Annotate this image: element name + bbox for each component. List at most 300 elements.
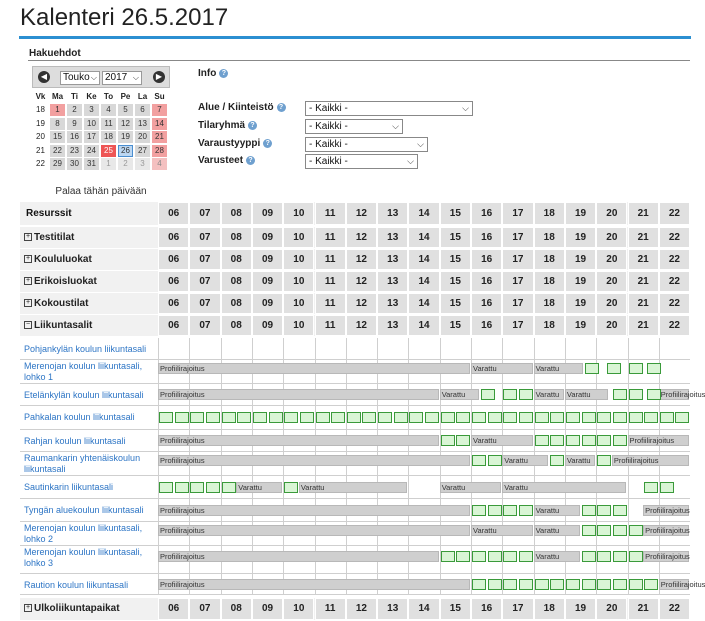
hour-cell: 13	[377, 271, 408, 292]
filter-label	[198, 102, 286, 113]
free-slot[interactable]	[629, 412, 643, 423]
free-slot[interactable]	[441, 551, 455, 562]
resource-name[interactable]: Tyngän aluekoulun liikuntasali	[24, 505, 144, 515]
free-slot[interactable]	[175, 482, 189, 493]
month-select[interactable]	[60, 71, 100, 85]
hour-cell: 21	[628, 315, 659, 336]
reserved-block[interactable]: Varattu	[471, 525, 533, 536]
hour-cell: 22	[659, 227, 690, 248]
expand-icon[interactable]: +	[25, 604, 31, 612]
calendar-day[interactable]: 27	[135, 145, 151, 157]
help-icon[interactable]: ?	[277, 103, 286, 112]
calendar-day[interactable]: 29	[50, 158, 66, 170]
calendar-day[interactable]: 1	[50, 104, 66, 116]
reserved-block[interactable]: Varattu	[565, 389, 608, 400]
reserved-block[interactable]: Varattu	[502, 455, 548, 466]
resource-name[interactable]: Etelänkylän koulun liikuntasali	[24, 390, 144, 400]
filter-select[interactable]	[305, 154, 418, 169]
free-slot[interactable]	[629, 579, 643, 590]
filter-select-value: - Kaikki -	[309, 103, 348, 114]
calendar-day[interactable]: 3	[135, 158, 151, 170]
hour-cell: 18	[534, 249, 565, 270]
hour-cell: 10	[283, 315, 314, 336]
free-slot[interactable]	[582, 579, 596, 590]
hour-cell: 16	[471, 315, 502, 336]
restriction-block[interactable]: Profiilirajoitus	[158, 455, 470, 466]
resources-header: Resurssit	[26, 208, 72, 219]
calendar-day[interactable]: 30	[67, 158, 83, 170]
free-slot[interactable]	[647, 389, 661, 400]
hour-cell: 22	[659, 271, 690, 292]
hour-cell: 19	[565, 598, 596, 620]
group-label-g3[interactable]	[24, 298, 88, 309]
free-slot[interactable]	[660, 412, 674, 423]
free-slot[interactable]	[550, 579, 564, 590]
free-slot[interactable]	[566, 435, 580, 446]
free-slot[interactable]	[629, 363, 643, 374]
col-divider	[565, 338, 566, 359]
hour-cell: 21	[628, 293, 659, 314]
free-slot[interactable]	[629, 389, 643, 400]
hour-cell: 21	[628, 598, 659, 620]
reserved-block[interactable]: Varattu	[502, 482, 626, 493]
calendar-day[interactable]: 31	[84, 158, 100, 170]
restriction-block[interactable]: Profiilirajoitus	[645, 526, 690, 535]
free-slot[interactable]	[284, 412, 298, 423]
calendar-day[interactable]: 17	[84, 131, 100, 143]
free-slot[interactable]	[362, 412, 376, 423]
calendar-day[interactable]: 11	[101, 118, 117, 130]
col-divider	[596, 338, 597, 359]
hour-cell: 09	[252, 293, 283, 314]
free-slot[interactable]	[550, 435, 564, 446]
free-slot[interactable]	[644, 482, 658, 493]
free-slot[interactable]	[206, 482, 220, 493]
free-slot[interactable]	[582, 551, 596, 562]
row-divider	[20, 383, 690, 384]
free-slot[interactable]	[472, 455, 486, 466]
restriction-block[interactable]: Profiilirajoitus	[158, 435, 439, 446]
hour-cell: 13	[377, 202, 408, 225]
reserved-block[interactable]: Varattu	[534, 505, 580, 516]
free-slot[interactable]	[519, 412, 533, 423]
day-header: Ke	[86, 91, 97, 101]
hour-cell: 20	[596, 293, 627, 314]
hour-cell: 17	[502, 271, 533, 292]
help-icon[interactable]: ?	[219, 69, 228, 78]
row-divider	[20, 498, 690, 499]
hour-cell: 06	[158, 315, 189, 336]
reserved-block[interactable]: Varattu	[471, 435, 533, 446]
filter-select[interactable]	[305, 101, 473, 116]
calendar-grid	[32, 90, 170, 171]
hour-cell: 07	[189, 271, 220, 292]
free-slot[interactable]	[660, 482, 674, 493]
hour-cell: 22	[659, 249, 690, 270]
free-slot[interactable]	[597, 551, 611, 562]
hour-cell: 13	[377, 598, 408, 620]
free-slot[interactable]	[472, 412, 486, 423]
hour-cell: 18	[534, 227, 565, 248]
restriction-block[interactable]: Profiilirajoitus	[158, 525, 470, 536]
free-slot[interactable]	[613, 551, 627, 562]
chevron-down-icon: ⌵	[462, 103, 469, 113]
calendar-day[interactable]: 9	[67, 118, 83, 130]
calendar-day[interactable]: 15	[50, 131, 66, 143]
expand-icon[interactable]: +	[25, 254, 31, 262]
free-slot[interactable]	[159, 412, 173, 423]
free-slot[interactable]	[597, 455, 611, 466]
free-slot[interactable]	[550, 455, 564, 466]
hour-cell: 16	[471, 293, 502, 314]
hour-cell: 07	[189, 293, 220, 314]
calendar-day[interactable]: 25	[101, 145, 117, 157]
free-slot[interactable]	[647, 363, 661, 374]
restriction-block[interactable]: Profiilirajoitus	[660, 390, 705, 399]
free-slot[interactable]	[503, 579, 517, 590]
free-slot[interactable]	[347, 412, 361, 423]
free-slot[interactable]	[566, 412, 580, 423]
free-slot[interactable]	[159, 482, 173, 493]
hour-cell: 20	[596, 202, 627, 225]
hour-cell: 06	[158, 249, 189, 270]
reserved-block[interactable]: Varattu	[299, 482, 408, 493]
hour-cell: 17	[502, 293, 533, 314]
free-slot[interactable]	[613, 505, 627, 516]
free-slot[interactable]	[535, 579, 549, 590]
hour-cell: 11	[315, 293, 346, 314]
hour-cell: 18	[534, 271, 565, 292]
resource-name[interactable]: Pohjankylän koulun liikuntasali	[24, 344, 147, 354]
hour-cell: 12	[346, 271, 377, 292]
hour-cell: 07	[189, 598, 220, 620]
hour-cell: 22	[659, 315, 690, 336]
row-divider	[20, 573, 690, 574]
hour-cell: 15	[440, 249, 471, 270]
reserved-block[interactable]: Varattu	[534, 525, 580, 536]
calendar-day[interactable]: 10	[84, 118, 100, 130]
filter-select[interactable]	[305, 119, 403, 134]
hour-cell: 20	[596, 598, 627, 620]
hour-cell: 18	[534, 202, 565, 225]
hour-cell: 06	[158, 598, 189, 620]
calendar-day[interactable]: 2	[118, 158, 134, 170]
restriction-block[interactable]: Profiilirajoitus	[612, 455, 689, 466]
free-slot[interactable]	[456, 435, 470, 446]
hour-cell: 11	[315, 202, 346, 225]
restriction-block[interactable]: Profiilirajoitus	[158, 551, 439, 562]
resource-name[interactable]: Raumankarin yhtenäiskoulun liikuntasali	[24, 453, 141, 474]
calendar-day[interactable]: 4	[152, 158, 168, 170]
free-slot[interactable]	[222, 482, 236, 493]
calendar-day[interactable]: 28	[152, 145, 168, 157]
free-slot[interactable]	[472, 505, 486, 516]
hour-cell: 15	[440, 202, 471, 225]
free-slot[interactable]	[425, 412, 439, 423]
hour-cell: 19	[565, 271, 596, 292]
free-slot[interactable]	[253, 412, 267, 423]
reserved-block[interactable]: Varattu	[534, 363, 583, 374]
resource-name[interactable]: Rahjan koulun liikuntasali	[24, 436, 126, 446]
free-slot[interactable]	[503, 551, 517, 562]
return-today-link[interactable]: Palaa tähän päivään	[55, 186, 147, 197]
free-slot[interactable]	[488, 412, 502, 423]
group-label-text: Kokoustilat	[34, 297, 89, 309]
free-slot[interactable]	[175, 412, 189, 423]
calendar-day[interactable]: 2	[67, 104, 83, 116]
group-label-g2[interactable]	[24, 276, 97, 287]
calendar-day[interactable]: 24	[84, 145, 100, 157]
free-slot[interactable]	[613, 435, 627, 446]
next-month-icon[interactable]: ▶	[153, 71, 165, 83]
col-divider	[377, 338, 378, 359]
calendar-day[interactable]: 12	[118, 118, 134, 130]
restriction-block[interactable]: Profiilirajoitus	[158, 389, 439, 400]
calendar-day[interactable]: 16	[67, 131, 83, 143]
mini-calendar	[32, 66, 170, 171]
hour-cell: 12	[346, 202, 377, 225]
free-slot[interactable]	[566, 579, 580, 590]
chevron-down-icon: ⌵	[392, 121, 399, 131]
free-slot[interactable]	[237, 412, 251, 423]
hour-cell: 16	[471, 598, 502, 620]
restriction-block[interactable]: Profiilirajoitus	[645, 506, 690, 515]
hour-cell: 13	[377, 315, 408, 336]
free-slot[interactable]	[597, 505, 611, 516]
hour-cell: 12	[346, 227, 377, 248]
free-slot[interactable]	[613, 525, 627, 536]
help-icon[interactable]: ?	[248, 121, 257, 130]
filter-select-value: - Kaikki -	[309, 156, 348, 167]
calendar-day[interactable]: 1	[101, 158, 117, 170]
free-slot[interactable]	[441, 435, 455, 446]
calendar-day[interactable]: 18	[101, 131, 117, 143]
group-label-g1[interactable]	[24, 254, 92, 265]
free-slot[interactable]	[503, 412, 517, 423]
free-slot[interactable]	[582, 412, 596, 423]
filter-select[interactable]	[305, 137, 428, 152]
calendar-day[interactable]: 4	[101, 104, 117, 116]
free-slot[interactable]	[582, 505, 596, 516]
resource-name[interactable]: Pahkalan koulun liikuntasali	[24, 412, 135, 422]
calendar-day[interactable]: 8	[50, 118, 66, 130]
col-divider	[408, 476, 409, 498]
free-slot[interactable]	[488, 551, 502, 562]
hour-cell: 18	[534, 315, 565, 336]
free-slot[interactable]	[456, 412, 470, 423]
reserved-block[interactable]: Varattu	[471, 363, 533, 374]
free-slot[interactable]	[222, 412, 236, 423]
hour-cell: 21	[628, 249, 659, 270]
hour-cell: 17	[502, 249, 533, 270]
week-number: 22	[36, 159, 45, 169]
free-slot[interactable]	[644, 412, 658, 423]
free-slot[interactable]	[519, 551, 533, 562]
year-select[interactable]	[102, 71, 142, 85]
free-slot[interactable]	[535, 412, 549, 423]
free-slot[interactable]	[597, 525, 611, 536]
expand-icon[interactable]: +	[25, 276, 31, 284]
hour-cell: 11	[315, 315, 346, 336]
free-slot[interactable]	[190, 412, 204, 423]
free-slot[interactable]	[629, 525, 643, 536]
hour-cell: 08	[221, 271, 252, 292]
col-divider	[315, 338, 316, 359]
calendar-day[interactable]: 23	[67, 145, 83, 157]
filter-label-text: Varusteet	[198, 155, 244, 166]
free-slot[interactable]	[613, 389, 627, 400]
resource-name[interactable]: Merenojan koulun liikuntasali, lohko 3	[24, 547, 143, 568]
calendar-day[interactable]: 3	[84, 104, 100, 116]
reserved-block[interactable]: Varattu	[565, 455, 595, 466]
week-number: 18	[36, 105, 45, 115]
title-underline	[19, 36, 691, 39]
free-slot[interactable]	[597, 579, 611, 590]
free-slot[interactable]	[597, 412, 611, 423]
filter-label	[198, 138, 272, 149]
free-slot[interactable]	[488, 579, 502, 590]
hour-cell: 14	[408, 249, 439, 270]
group-label-last[interactable]	[24, 603, 120, 614]
hour-cell: 20	[596, 249, 627, 270]
free-slot[interactable]	[472, 551, 486, 562]
calendar-day[interactable]: 26	[118, 145, 134, 157]
restriction-block[interactable]: Profiilirajoitus	[158, 579, 470, 590]
hour-cell: 19	[565, 227, 596, 248]
hour-cell: 21	[628, 227, 659, 248]
group-label-g0[interactable]	[24, 232, 74, 243]
free-slot[interactable]	[675, 412, 689, 423]
free-slot[interactable]	[206, 412, 220, 423]
hour-cell: 08	[221, 598, 252, 620]
free-slot[interactable]	[441, 412, 455, 423]
free-slot[interactable]	[394, 412, 408, 423]
filter-label-text: Varaustyyppi	[198, 138, 261, 149]
hour-cell: 09	[252, 598, 283, 620]
calendar-day[interactable]: 21	[152, 131, 168, 143]
resource-name[interactable]: Raution koulun liikuntasali	[24, 580, 129, 590]
col-divider	[346, 338, 347, 359]
free-slot[interactable]	[269, 412, 283, 423]
hour-cell: 09	[252, 227, 283, 248]
hour-cell: 09	[252, 202, 283, 225]
reserved-block[interactable]: Varattu	[534, 551, 580, 562]
help-icon[interactable]: ?	[246, 156, 255, 165]
info-text: Info	[198, 68, 217, 79]
col-divider	[471, 338, 472, 359]
expand-icon[interactable]: +	[25, 298, 31, 306]
reserved-block[interactable]: Varattu	[440, 389, 480, 400]
hour-cell: 17	[502, 598, 533, 620]
day-header: Su	[154, 91, 165, 101]
chevron-down-icon: ⌵	[132, 73, 139, 82]
free-slot[interactable]	[503, 505, 517, 516]
free-slot[interactable]	[456, 551, 470, 562]
calendar-day[interactable]: 22	[50, 145, 66, 157]
free-slot[interactable]	[535, 435, 549, 446]
row-divider	[20, 545, 690, 546]
calendar-day[interactable]: 19	[118, 131, 134, 143]
hour-cell: 22	[659, 598, 690, 620]
resource-name[interactable]: Merenojan koulun liikuntasali, lohko 1	[24, 361, 143, 382]
week-number: 21	[36, 145, 45, 155]
hour-cell: 12	[346, 315, 377, 336]
free-slot[interactable]	[316, 412, 330, 423]
chevron-down-icon: ⌵	[407, 156, 414, 166]
row-divider	[20, 359, 690, 360]
free-slot[interactable]	[519, 505, 533, 516]
col-divider	[628, 476, 629, 498]
calendar-day[interactable]: 14	[152, 118, 168, 130]
restriction-block[interactable]: Profiilirajoitus	[158, 505, 470, 516]
free-slot[interactable]	[472, 579, 486, 590]
free-slot[interactable]	[190, 482, 204, 493]
filter-select-value: - Kaikki -	[309, 139, 348, 150]
free-slot[interactable]	[284, 482, 298, 493]
free-slot[interactable]	[613, 579, 627, 590]
col-divider	[158, 338, 159, 359]
hour-cell: 13	[377, 293, 408, 314]
free-slot[interactable]	[607, 363, 621, 374]
free-slot[interactable]	[331, 412, 345, 423]
free-slot[interactable]	[409, 412, 423, 423]
restriction-block[interactable]: Profiilirajoitus	[158, 363, 470, 374]
help-icon[interactable]: ?	[263, 139, 272, 148]
free-slot[interactable]	[644, 579, 658, 590]
col-divider	[221, 338, 222, 359]
reserved-block[interactable]: Varattu	[236, 482, 282, 493]
free-slot[interactable]	[597, 435, 611, 446]
free-slot[interactable]	[519, 389, 533, 400]
group-label-text: Liikuntasalit	[34, 319, 93, 331]
restriction-block[interactable]: Profiilirajoitus	[628, 435, 690, 446]
calendar-day[interactable]: 6	[135, 104, 151, 116]
restriction-block[interactable]: Profiilirajoitus	[660, 580, 705, 589]
restriction-block[interactable]: Profiilirajoitus	[645, 552, 690, 561]
row-divider	[20, 451, 690, 452]
prev-month-icon[interactable]: ◀	[38, 71, 50, 83]
hour-cell: 22	[659, 293, 690, 314]
free-slot[interactable]	[519, 579, 533, 590]
free-slot[interactable]	[503, 389, 517, 400]
filter-label-text: Tilaryhmä	[198, 120, 246, 131]
collapse-icon[interactable]: −	[25, 320, 31, 328]
hour-cell: 14	[408, 315, 439, 336]
calendar-day[interactable]: 5	[118, 104, 134, 116]
free-slot[interactable]	[582, 435, 596, 446]
col-divider	[283, 338, 284, 359]
expand-icon[interactable]: +	[25, 232, 31, 240]
resource-name[interactable]: Merenojan koulun liikuntasali, lohko 2	[24, 523, 143, 544]
free-slot[interactable]	[481, 389, 495, 400]
resource-name[interactable]: Sautinkarin liikuntasali	[24, 482, 114, 492]
group-label-g4[interactable]	[24, 320, 92, 331]
free-slot[interactable]	[300, 412, 314, 423]
free-slot[interactable]	[488, 505, 502, 516]
free-slot[interactable]	[488, 455, 502, 466]
calendar-day[interactable]: 13	[135, 118, 151, 130]
free-slot[interactable]	[613, 412, 627, 423]
free-slot[interactable]	[378, 412, 392, 423]
reserved-block[interactable]: Varattu	[534, 389, 564, 400]
calendar-day[interactable]: 7	[152, 104, 168, 116]
calendar-day[interactable]: 20	[135, 131, 151, 143]
free-slot[interactable]	[629, 551, 643, 562]
free-slot[interactable]	[550, 412, 564, 423]
free-slot[interactable]	[582, 525, 596, 536]
free-slot[interactable]	[585, 363, 599, 374]
reserved-block[interactable]: Varattu	[440, 482, 502, 493]
